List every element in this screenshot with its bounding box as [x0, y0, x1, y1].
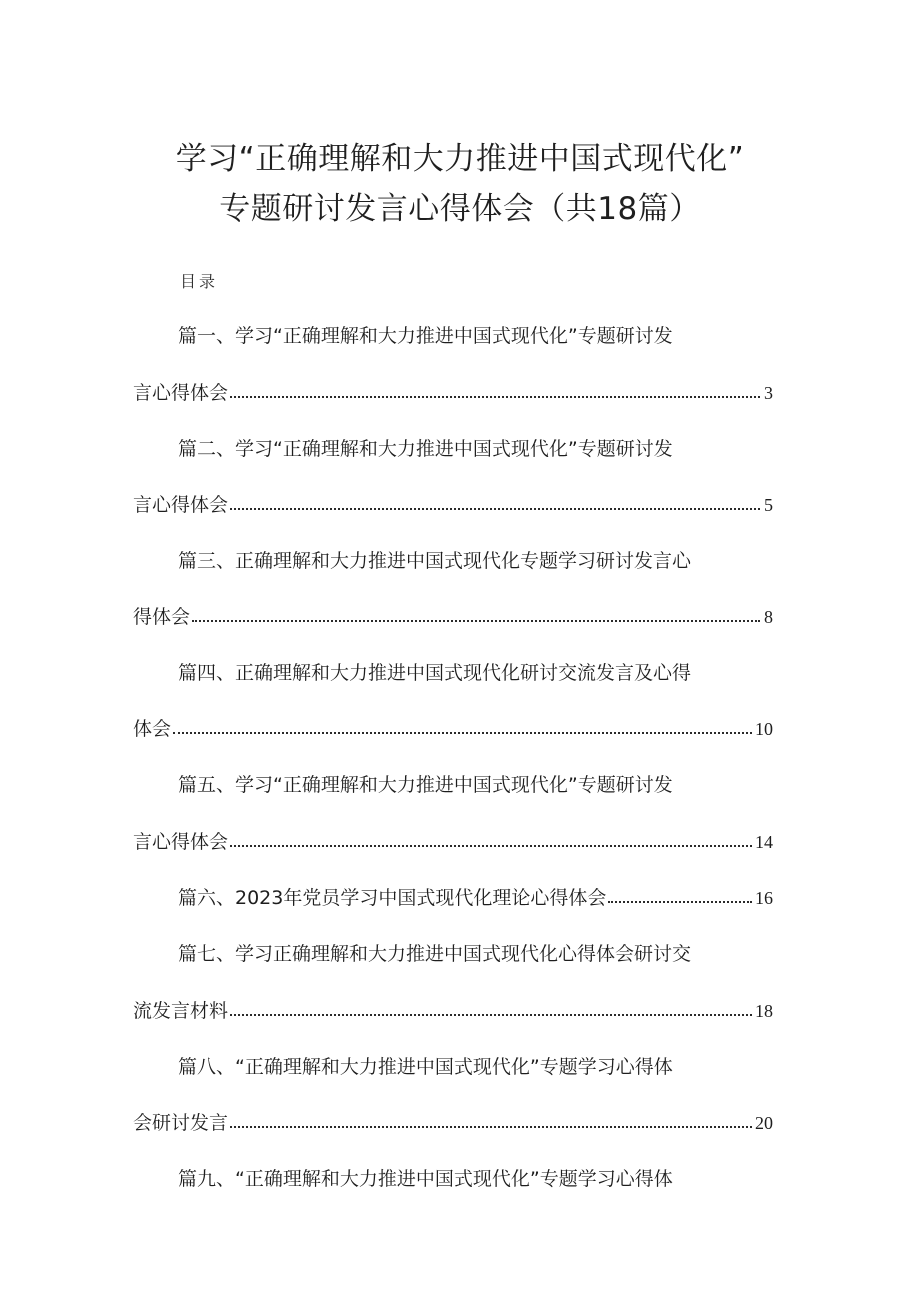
- toc-entry-5-cont: 言心得体会: [133, 831, 229, 853]
- toc-leader-dots: [230, 502, 760, 510]
- toc-entry-6-line[interactable]: [178, 883, 773, 910]
- toc-entry-6-page: 16: [755, 888, 773, 908]
- toc-entry-8-line[interactable]: [133, 1108, 773, 1135]
- toc-heading: 目录: [180, 272, 219, 291]
- toc-entry-6-title: 篇六、2023年党员学习中国式现代化理论心得体会: [178, 887, 607, 909]
- toc-leader-dots: [192, 614, 760, 622]
- toc-entry-7-line[interactable]: [133, 996, 773, 1023]
- toc-entry-7-cont: 流发言材料: [133, 1000, 229, 1022]
- toc-leader-dots: [230, 839, 752, 847]
- toc-entry-5-page: 14: [755, 832, 773, 852]
- toc-entry-2-cont: 言心得体会: [133, 494, 229, 516]
- toc-entry-1-title[interactable]: 篇一、学习“正确理解和大力推进中国式现代化”专题研讨发: [178, 325, 673, 347]
- toc-entry-2-page: 5: [764, 495, 773, 515]
- toc-entry-3-title[interactable]: 篇三、正确理解和大力推进中国式现代化专题学习研讨发言心: [178, 550, 692, 572]
- toc-entry-1-line[interactable]: [133, 378, 773, 405]
- toc-entry-5-title[interactable]: 篇五、学习“正确理解和大力推进中国式现代化”专题研讨发: [178, 774, 673, 796]
- toc-entry-2-line[interactable]: [133, 490, 773, 517]
- toc-entry-1-page: 3: [764, 383, 773, 403]
- toc-entry-4-page: 10: [755, 719, 773, 739]
- toc-entry-3-line[interactable]: [133, 602, 773, 629]
- toc-entry-3-cont: 得体会: [133, 606, 191, 628]
- toc-leader-dots: [230, 390, 760, 398]
- toc-entry-4-title[interactable]: 篇四、正确理解和大力推进中国式现代化研讨交流发言及心得: [178, 662, 692, 684]
- toc-entry-1-cont: 言心得体会: [133, 382, 229, 404]
- toc-entry-8-page: 20: [755, 1113, 773, 1133]
- toc-entry-7-page: 18: [755, 1001, 773, 1021]
- toc-entry-8-title[interactable]: 篇八、“正确理解和大力推进中国式现代化”专题学习心得体: [178, 1056, 673, 1078]
- toc-leader-dots: [173, 726, 752, 734]
- toc-entry-7-title[interactable]: 篇七、学习正确理解和大力推进中国式现代化心得体会研讨交: [178, 943, 692, 965]
- toc-entry-4-line[interactable]: [133, 714, 773, 741]
- document-title-line-2: 专题研讨发言心得体会（共18篇）: [219, 191, 701, 227]
- toc-leader-dots: [608, 895, 752, 903]
- toc-entry-4-cont: 体会: [133, 718, 172, 740]
- toc-entry-2-title[interactable]: 篇二、学习“正确理解和大力推进中国式现代化”专题研讨发: [178, 438, 673, 460]
- toc-leader-dots: [230, 1008, 752, 1016]
- toc-entry-8-cont: 会研讨发言: [133, 1112, 229, 1134]
- toc-leader-dots: [230, 1120, 752, 1128]
- toc-entry-9-title[interactable]: 篇九、“正确理解和大力推进中国式现代化”专题学习心得体: [178, 1168, 673, 1190]
- document-title-line-1: 学习“正确理解和大力推进中国式现代化”: [175, 141, 745, 177]
- toc-entry-5-line[interactable]: [133, 827, 773, 854]
- toc-entry-3-page: 8: [764, 607, 773, 627]
